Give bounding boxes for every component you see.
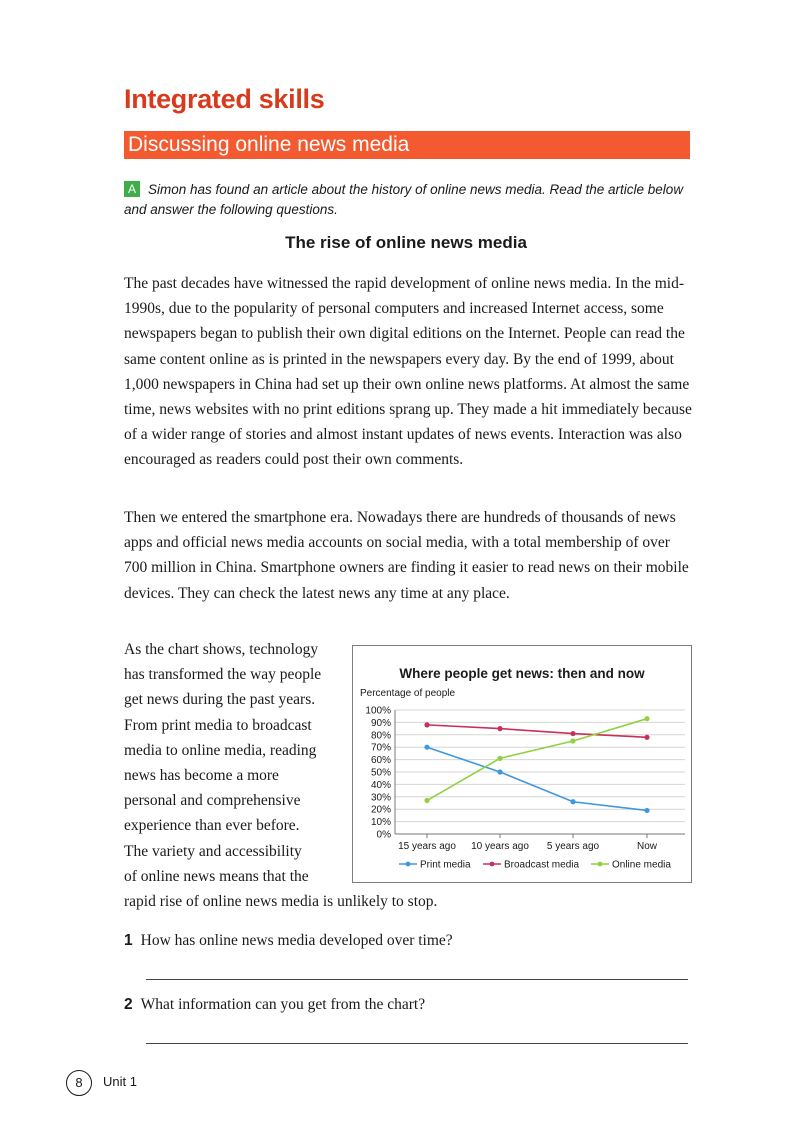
legend-label-broadcast-media: Broadcast media bbox=[504, 859, 580, 871]
paragraph-line: media to online media, reading bbox=[124, 741, 317, 759]
chart-x-ticks bbox=[398, 834, 658, 852]
chart-grid bbox=[395, 710, 685, 834]
paragraph-line: From print media to broadcast bbox=[124, 716, 312, 734]
chart-y-tick-label: 70% bbox=[370, 742, 391, 754]
chart-x-tick-label: 10 years ago bbox=[471, 841, 529, 852]
question-1 bbox=[124, 930, 453, 952]
data-point-print-media bbox=[497, 769, 502, 774]
instruction bbox=[124, 180, 694, 220]
paragraph-line: personal and comprehensive bbox=[124, 792, 301, 810]
data-point-online-media bbox=[644, 716, 649, 721]
data-point-online-media bbox=[424, 798, 429, 803]
question-text: How has online news media developed over time? bbox=[140, 932, 453, 949]
question-number: 1 bbox=[124, 932, 133, 949]
page-number: 8 bbox=[66, 1070, 92, 1096]
data-point-broadcast-media bbox=[644, 735, 649, 740]
data-point-print-media bbox=[424, 745, 429, 750]
data-point-broadcast-media bbox=[497, 726, 502, 731]
paragraph-line: As the chart shows, technology bbox=[124, 641, 319, 658]
chart-x-tick-label: Now bbox=[636, 841, 658, 852]
chart-y-tick-label: 20% bbox=[370, 804, 391, 816]
legend-label-online-media: Online media bbox=[612, 859, 671, 871]
answer-line-2[interactable] bbox=[146, 1043, 688, 1044]
article-paragraph: The past decades have witnessed the rapid development of online news media. In the mid-1990s, due to the popularity of personal computers and increased Internet access, some newspapers began to publish their own digital editions on the Internet. People can read the same content online as is printed in the newspapers every day. By the end of 1999, about 1,000 newspapers in China had set up their own online news platforms. At almost the same time, news websites with no print editions sprang up. They made a hit immediately because of a wider range of stories and almost instant updates of news events. Interaction was also encouraged as readers could post their own comments. bbox=[124, 275, 692, 469]
paragraph-line: get news during the past years. bbox=[124, 691, 316, 709]
legend-marker-online-media bbox=[598, 862, 603, 867]
data-point-online-media bbox=[570, 738, 575, 743]
news-chart bbox=[352, 645, 692, 883]
legend-marker-print-media bbox=[406, 862, 411, 867]
question-number: 2 bbox=[124, 996, 133, 1013]
series-line-print-media bbox=[427, 747, 647, 810]
chart-canvas bbox=[353, 646, 691, 882]
data-point-print-media bbox=[570, 799, 575, 804]
chart-y-tick-label: 10% bbox=[370, 817, 391, 829]
chart-y-tick-label: 90% bbox=[370, 717, 391, 729]
chart-y-tick-label: 30% bbox=[370, 792, 391, 804]
legend-marker-broadcast-media bbox=[490, 862, 495, 867]
paragraph-line: of online news means that the bbox=[124, 867, 309, 885]
chart-y-tick-label: 100% bbox=[365, 705, 391, 717]
chart-y-tick-label: 60% bbox=[370, 755, 391, 767]
paragraph-line: has transformed the way people bbox=[124, 666, 322, 684]
chart-x-tick-label: 5 years ago bbox=[546, 841, 600, 852]
chart-title: Where people get news: then and now bbox=[399, 666, 645, 681]
paragraph-line: rapid rise of online news media is unlikely to stop. bbox=[124, 893, 438, 911]
chart-series-group bbox=[424, 716, 649, 813]
question-2 bbox=[124, 994, 425, 1016]
chart-y-tick-label: 40% bbox=[370, 779, 391, 791]
article-title: The rise of online news media bbox=[285, 233, 527, 252]
paragraph-line: The variety and accessibility bbox=[124, 842, 302, 860]
chart-y-tick-label: 80% bbox=[370, 730, 391, 742]
chart-x-tick-label: 15 years ago bbox=[398, 841, 456, 852]
chart-legend bbox=[399, 860, 671, 871]
section-title: Integrated skills bbox=[124, 84, 325, 114]
question-text: What information can you get from the chart? bbox=[140, 996, 426, 1013]
task-label: A bbox=[124, 181, 140, 197]
instruction-text: Simon has found an article about the history of online news media. Read the article below and answer the following questions. bbox=[124, 182, 684, 217]
chart-y-ticks bbox=[365, 706, 391, 841]
data-point-broadcast-media bbox=[424, 722, 429, 727]
article-paragraph: Then we entered the smartphone era. Nowadays there are hundreds of thousands of news apps and official news media accounts on social media, with a total membership of over 700 million in China. Smartphone owners are finding it easier to read news on their mobile devices. They can check the latest news any time at any place. bbox=[124, 509, 689, 602]
chart-y-tick-label: 50% bbox=[370, 767, 391, 779]
data-point-broadcast-media bbox=[570, 731, 575, 736]
chart-y-tick-label: 0% bbox=[376, 829, 391, 841]
data-point-print-media bbox=[644, 808, 649, 813]
paragraph-line: experience than ever before. bbox=[124, 817, 300, 835]
data-point-online-media bbox=[497, 756, 502, 761]
paragraph-line: news has become a more bbox=[124, 767, 279, 785]
unit-label: Unit 1 bbox=[103, 1074, 137, 1089]
chart-y-axis-label: Percentage of people bbox=[360, 688, 456, 699]
subtitle-banner: Discussing online news media bbox=[124, 131, 690, 159]
legend-label-print-media: Print media bbox=[420, 859, 471, 871]
series-line-broadcast-media bbox=[427, 725, 647, 737]
answer-line-1[interactable] bbox=[146, 979, 688, 980]
